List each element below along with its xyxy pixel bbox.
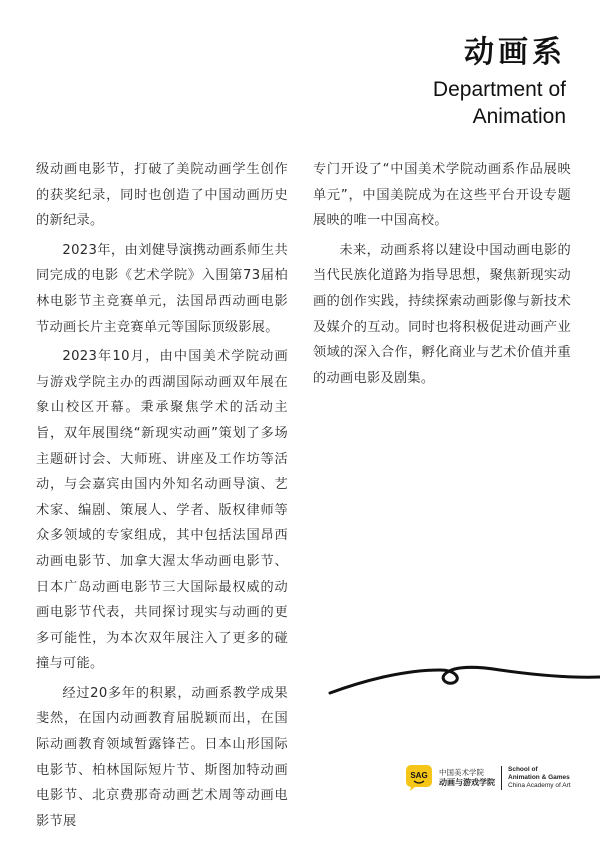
logo-divider <box>501 766 502 790</box>
logo-en-line2: Animation & Games <box>508 774 570 781</box>
decorative-squiggle-line <box>325 648 600 708</box>
page-title-cn: 动画系 <box>464 35 566 70</box>
page-header <box>433 34 566 130</box>
paragraph: 未来，动画系将以建设中国动画电影的当代民族化道路为指导思想，聚焦新现实动画的创作实践，持续探索动画影像与新技术及媒介的互动。同时也将积极促进动画产业领域的深入合作，孵化商业与艺术价值并重的动画电影及剧集。 <box>313 242 571 386</box>
paragraph: 级动画电影节，打破了美院动画学生创作的获奖纪录，同时也创造了中国动画历史的新纪录。 <box>36 162 288 229</box>
left-text-column <box>36 157 288 834</box>
title-en-line2: Animation <box>472 105 566 128</box>
logo-chinese-name <box>439 768 495 788</box>
logo-cn-line2: 动画与游戏学院 <box>439 778 495 787</box>
logo-english-name <box>508 766 571 790</box>
paragraph: 2023年，由刘健导演携动画系师生共同完成的电影《艺术学院》入围第73届柏林电影节主竞赛单元，法国昂西动画电影节动画长片主竞赛单元等国际顶级影展。 <box>36 242 288 335</box>
sag-badge-icon <box>405 764 433 792</box>
page-title-en <box>433 76 566 130</box>
badge-text: SAG <box>410 771 428 780</box>
right-text-column <box>313 157 571 391</box>
logo-en-line1: School of <box>508 766 538 773</box>
logo-en-line3: China Academy of Art <box>508 782 571 789</box>
paragraph: 专门开设了“中国美术学院动画系作品展映单元”，中国美院成为在这些平台开设专题展映的唯一中国高校。 <box>313 162 571 229</box>
title-en-line1: Department of <box>432 78 566 101</box>
paragraph: 2023年10月，由中国美术学院动画与游戏学院主办的西湖国际动画双年展在象山校区开幕。秉承聚焦学术的活动主旨，双年展围绕“新现实动画”策划了多场主题研讨会、大师班、讲座及工作坊等活动，与会嘉宾由国内外知名动画导演、艺术家、编剧、策展人、学者、版权律师等众多领域的专家组成，其中包括法国昂西动画电影节、加拿大渥太华动画电影节、日本广岛动画电影节三大国际最权威的动画电影节代表，共同探讨现实与动画的更多可能性，为本次双年展注入了更多的碰撞与可能。 <box>36 349 288 672</box>
paragraph: 经过20多年的积累，动画系教学成果斐然，在国内动画教育届脱颖而出，在国际动画教育领域暂露锋芒。日本山形国际电影节、柏林国际短片节、斯图加特动画电影节、北京费那奇动画艺术周等动画电影节展 <box>36 685 288 829</box>
school-logo <box>405 764 571 792</box>
logo-cn-line1: 中国美术学院 <box>439 768 484 777</box>
